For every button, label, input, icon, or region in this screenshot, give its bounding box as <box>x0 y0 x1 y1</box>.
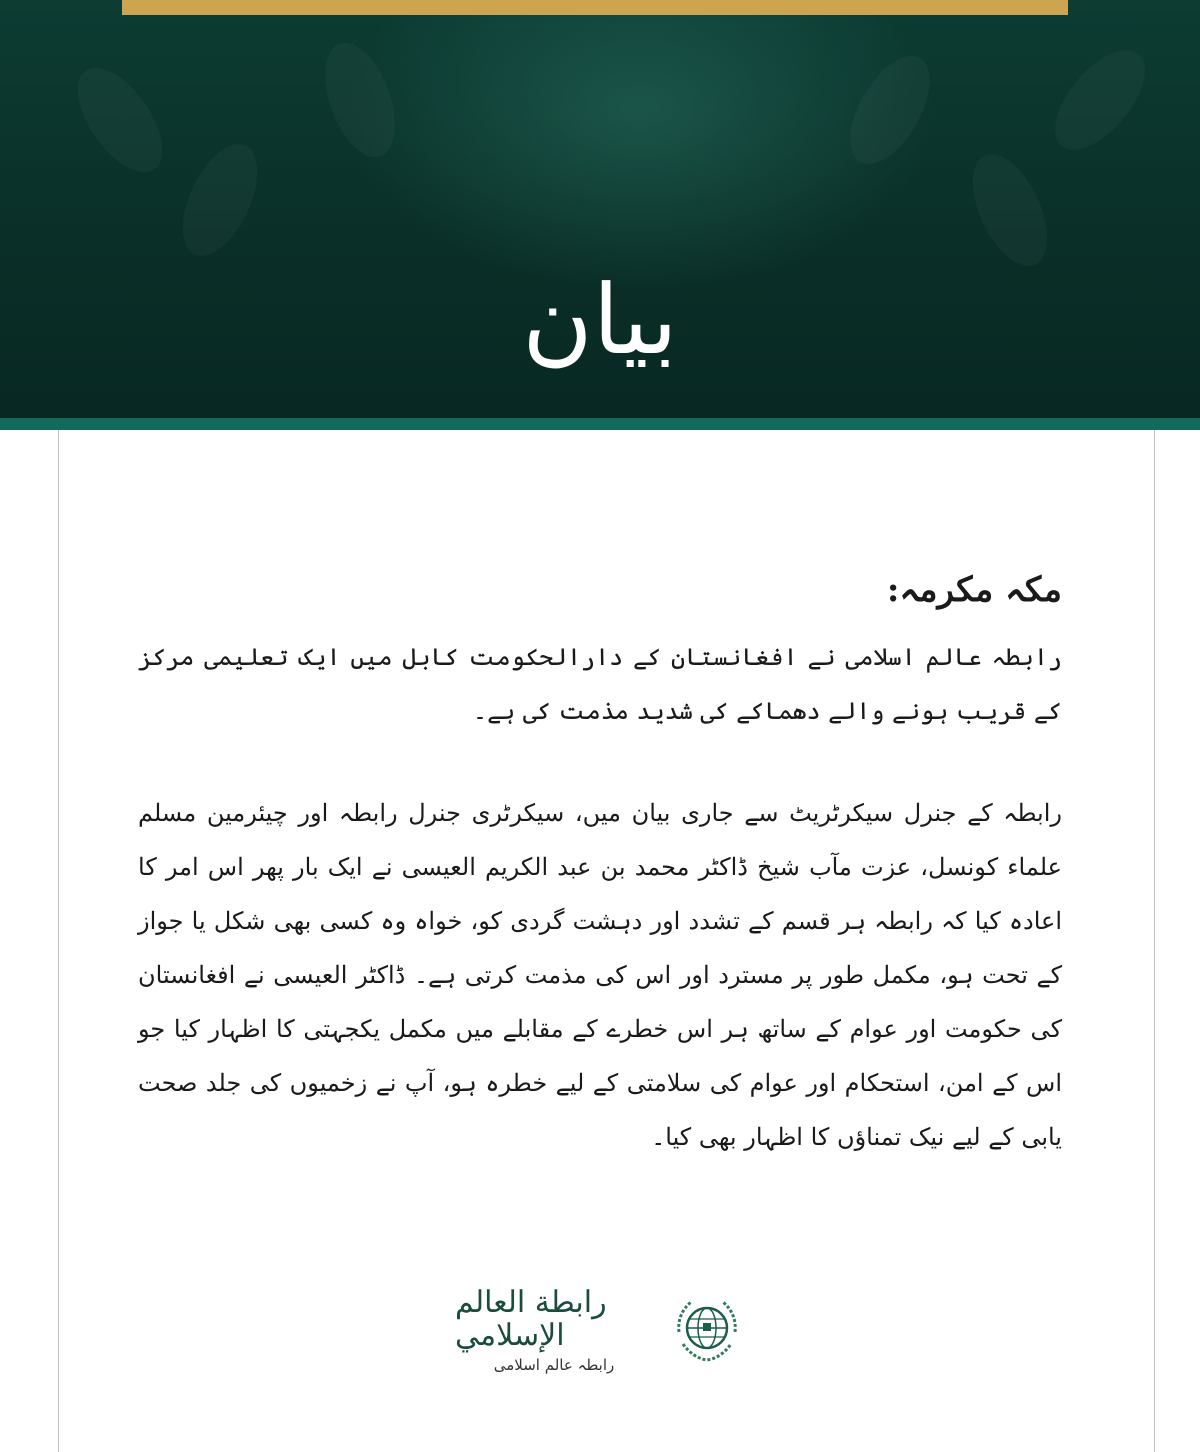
organization-logo <box>455 1285 745 1374</box>
logo-arabic-text: رابطة العالم الإسلامي <box>455 1285 607 1353</box>
decorative-leaf <box>1038 35 1161 165</box>
globe-wreath-icon <box>669 1292 745 1368</box>
decorative-leaf <box>311 33 408 166</box>
paragraph: رابطہ کے جنرل سیکرٹریٹ سے جاری بیان میں، سیکرٹری جنرل رابطہ اور چیئرمین مسلم علماء کونسل، عزت مآب شیخ ڈاکٹر محمد بن عبد الکریم العیسی نے ایک بار پھر اس امر کا اعادہ کیا کہ رابطہ ہر قسم کے تشدد اور دہشت گردی کو، خواہ وہ کسی بھی شکل یا جواز کے تحت ہو، مکمل طور پر مسترد اور اس کی مذمت کرتی ہے۔ ڈاکٹر العیسی نے افغانستان کی حکومت اور عوام کے ساتھ ہر اس خطرے کے مقابلے میں مکمل یکجہتی کا اظہار کیا جو اس کے امن، استحکام اور عوام کی سلامتی کے لیے خطرہ ہو، آپ نے زخمیوں کی جلد صحت یابی کے لیے نیک تمناؤں کا اظہار بھی کیا۔ <box>138 799 1062 1151</box>
frame-border-left <box>58 430 59 1452</box>
gold-accent-bar <box>122 0 1068 15</box>
header-divider-strip <box>0 418 1200 430</box>
logo-urdu-text: رابطہ عالم اسلامی <box>493 1356 615 1374</box>
frame-border-right <box>1154 430 1155 1452</box>
decorative-leaf <box>834 43 946 177</box>
header-banner <box>0 0 1200 430</box>
decorative-leaf <box>167 133 272 267</box>
statement-body <box>138 560 1062 1164</box>
dateline-location: مکہ مکرمہ: <box>886 570 1062 610</box>
paragraph: رابطہ عالم اسلامی نے افغانستان کے دارالحکومت کابل میں ایک تعلیمی مرکز کے قریب ہونے والے دھماکے کی شدید مذمت کی ہے۔ <box>138 643 1062 725</box>
decorative-leaf <box>61 54 179 187</box>
logo-wordmark <box>455 1286 653 1374</box>
page-title: بیان <box>522 264 678 376</box>
